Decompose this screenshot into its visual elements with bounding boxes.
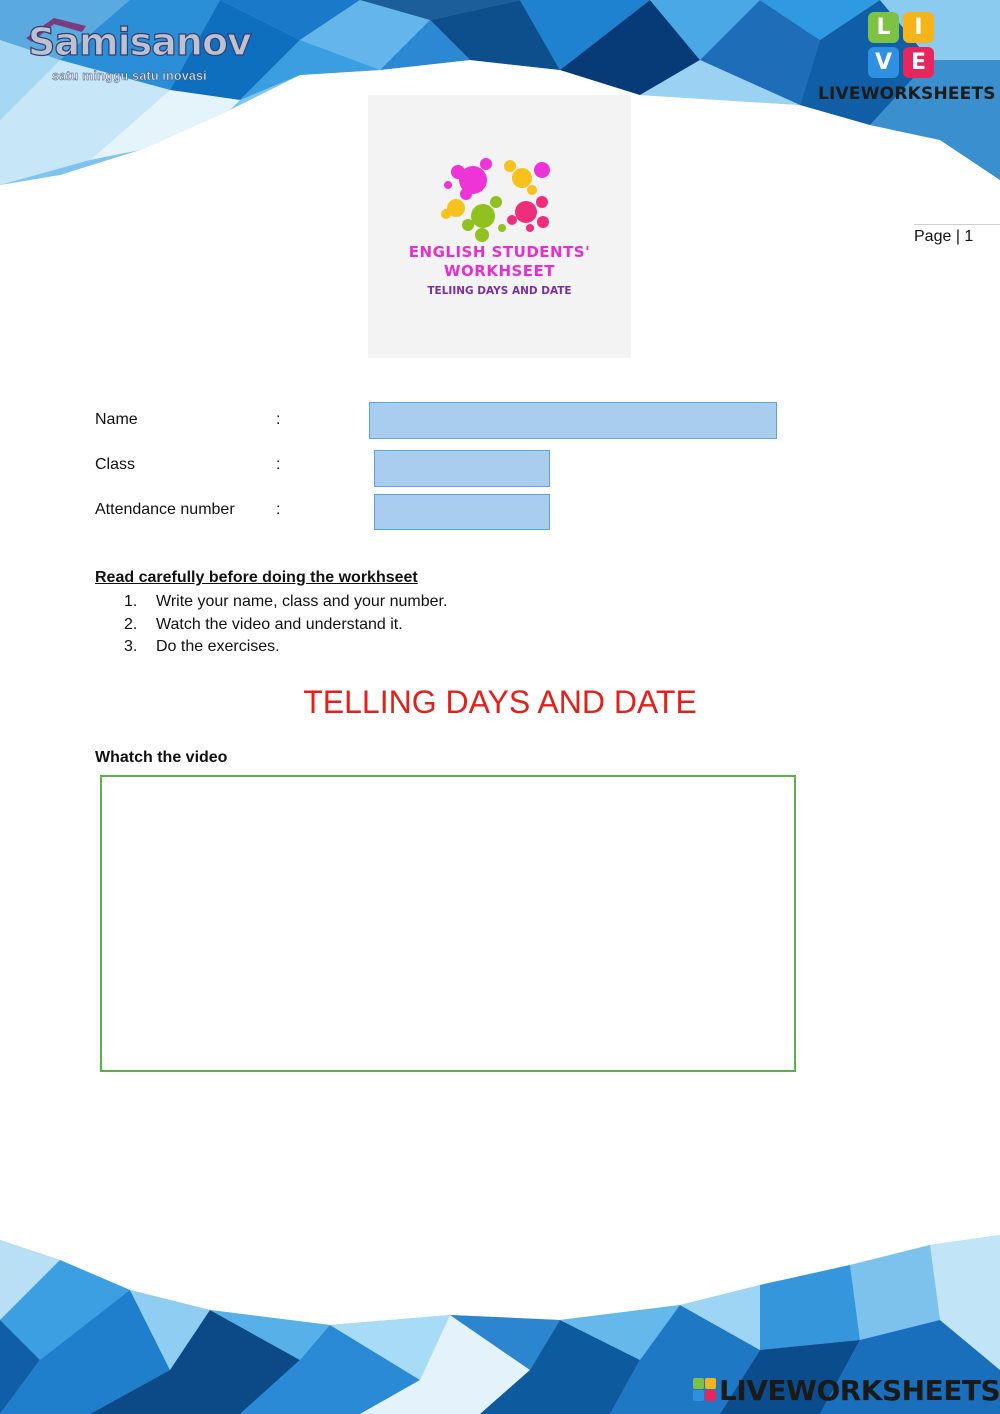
video-label: Whatch the video	[95, 749, 228, 766]
class-field[interactable]	[374, 450, 550, 487]
class-colon: :	[276, 456, 281, 473]
list-item	[124, 591, 447, 614]
name-label: Name	[95, 411, 138, 428]
brand-name: Samisanov	[28, 20, 251, 64]
list-text: Watch the video and understand it.	[156, 615, 403, 633]
tile-e: E	[903, 47, 934, 78]
brand-tagline: satu minggu satu inovasi	[52, 69, 207, 83]
cover-title-line2: WORKHSEET	[443, 262, 556, 280]
main-title: TELLING DAYS AND DATE	[303, 684, 697, 720]
attendance-colon: :	[276, 501, 281, 518]
instructions-title: Read carefully before doing the workhseet	[95, 569, 418, 586]
liveworksheets-wordmark: LIVEWORKSHEETS	[818, 84, 996, 104]
list-text: Write your name, class and your number.	[156, 593, 448, 610]
tile-v: V	[868, 47, 899, 78]
list-number: 2.	[124, 615, 138, 633]
list-text: Do the exercises.	[156, 638, 280, 655]
samisanov-logo	[24, 12, 251, 90]
class-label: Class	[95, 456, 136, 473]
tile-i: I	[903, 12, 934, 43]
page-number: Page | 1	[914, 228, 974, 245]
list-item	[124, 614, 447, 637]
footer-liveworksheets-logo	[693, 1374, 1000, 1407]
cover-image	[368, 95, 631, 358]
list-number: 1.	[124, 593, 138, 610]
footer-wordmark: LIVEWORKSHEETS	[719, 1374, 1000, 1407]
page-rule	[914, 224, 1000, 225]
list-number: 3.	[124, 638, 138, 655]
video-player[interactable]	[100, 775, 796, 1072]
name-colon: :	[276, 411, 281, 428]
paint-splash-icon	[438, 150, 568, 250]
instructions-list	[124, 591, 447, 659]
name-field[interactable]	[369, 402, 777, 439]
liveworksheets-logo	[818, 10, 996, 110]
cover-title-line1: ENGLISH STUDENTS'	[408, 243, 591, 261]
list-item	[124, 636, 447, 659]
attendance-field[interactable]	[374, 494, 550, 530]
tile-l: L	[868, 12, 899, 43]
cover-subtitle: TELIING DAYS AND DATE	[427, 285, 572, 297]
attendance-label: Attendance number	[95, 501, 235, 518]
live-mini-icon	[693, 1378, 717, 1402]
live-tiles	[868, 12, 936, 80]
